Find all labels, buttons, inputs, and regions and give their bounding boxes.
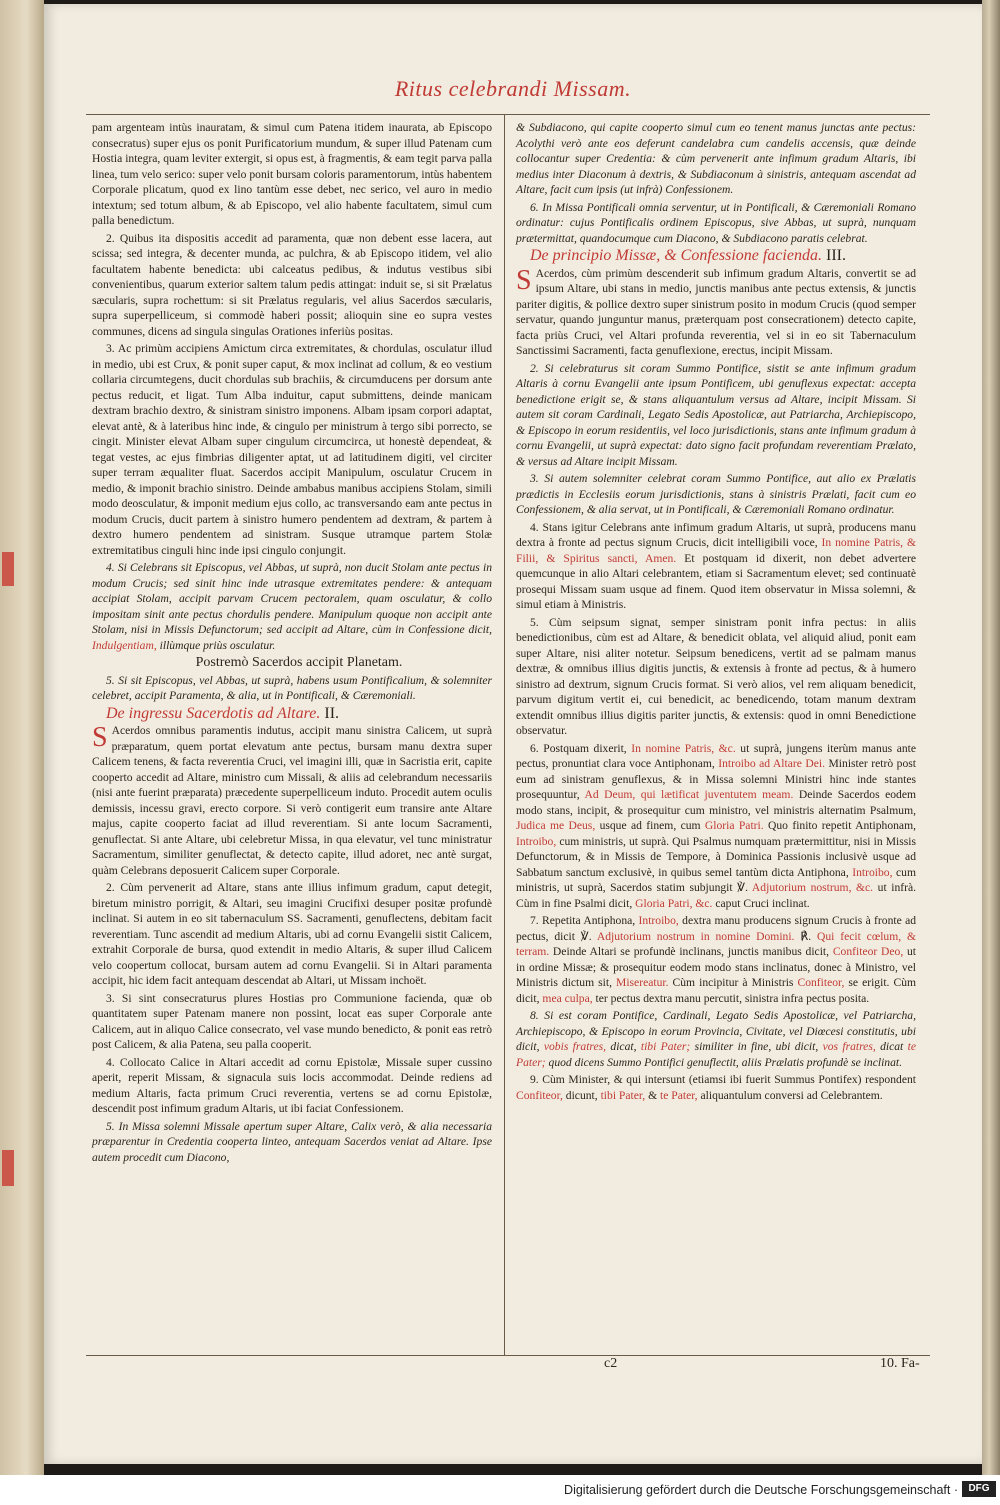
column-divider — [504, 115, 505, 1355]
rubric: In nomine Patris, & Filii, & Spiritus sancti, Amen. — [516, 536, 916, 565]
red-marginal-mark — [2, 552, 14, 586]
paragraph: 3. Si sint consecraturus plures Hostias pro Communione facienda, quæ ob quantitatem super Patenam manere non possint, locat eas super Corporale ante Calicem, aut in aliquo Calice consecrato, vel vase mundo benedicto, & ponit eas retrò post Calicem, & alia Patena, seu palla cooperit. — [92, 991, 492, 1051]
text: dicat — [880, 1040, 904, 1053]
paragraph — [92, 560, 492, 653]
paragraph: & Subdiacono, qui capite cooperto simul cum eo tenent manus junctas ante pectus: Acolythi verò ante eos deferunt candelabra cum candelis accensis, quæ deinde collocantur super Credentia: & cùm pervenerit ante infimum gradum Altaris, ibi medius inter Diaconum à dextris, & Subdiaconum à sinistris, antequam ascendat ad Altare, facit cum ipsis (ut infrà) Confessionem. — [516, 121, 916, 196]
paragraph: 6. In Missa Pontificali omnia serventur, ut in Pontificali, & Cæremoniali Romano ordinatur: cujus Pontificalis ordinem Episcopus, sive Abbas, ut suprà, nunquam prætermittat, quandocumque cum Diacono, & Subdiacono paratis celebrat. — [516, 200, 916, 245]
initial-letter: S — [92, 722, 108, 753]
text: Deinde Sacerdos eodem modo stans, incipit, & prosequitur cum ministro, vel ministris alternatim Psalmum, — [516, 788, 916, 817]
text: 7. Repetita Antiphona, — [530, 914, 636, 927]
rubric: mea culpa, — [542, 991, 593, 1005]
dfg-logo: DFG — [962, 1481, 996, 1497]
text: & — [648, 1088, 658, 1102]
rubric: Introibo, — [852, 865, 893, 879]
rubric: Adjutorium nostrum, &c. — [751, 881, 874, 894]
page — [44, 4, 982, 1464]
paragraph: 2. Si celebraturus sit coram Summo Pontifice, sistit se ante infimum gradum Altaris à cornu Evangelii ante ipsum Pontificem, ubi genuflexus expectat: accepta benedictione erigit se, & stans aliquantulum versus ad Altare, incipit Missam. Si autem sit coram Cardinali, Legato Sedis Apostolicæ, aut Patriarcha, Archiepiscopo, & Episcopo in eorum residentiis, vel loco jurisdictionis, stans ante infimum gradum à cornu Evangelii, ut suprà expectat: dato signo facit profundam reverentiam Prælato, & versus ad Altare incipit Missam. — [516, 361, 916, 468]
text: caput Cruci inclinat. — [715, 896, 810, 910]
rubric: Introibo, — [638, 914, 679, 927]
rubric: Confiteor, — [516, 1088, 563, 1102]
rubric: tibi Pater, — [600, 1088, 646, 1102]
heading-text: De principio Missæ, & Confessione facienda. — [530, 247, 822, 264]
heading-text: De ingressu Sacerdotis ad Altare. — [106, 704, 321, 722]
page-edge — [982, 0, 1000, 1475]
text: Deinde Altari se profundè inclinans, junctis manibus dicit, — [552, 945, 830, 958]
running-title: Ritus celebrandi Missam. — [394, 76, 632, 101]
text: Minister retrò post eum ad sinistram genuflexus, & in Missa solemni Ministri hinc inde stantes prosequuntur, — [516, 757, 916, 801]
text: Cùm incipitur à Ministris — [672, 976, 794, 989]
rubric: Misereatur. — [616, 976, 669, 989]
paragraph: 3. Si autem solemniter celebrat coram Summo Pontifice, aut alio ex Prælatis prædictis in Ecclesiis eorum jurisdictionis, stans à sinistris Prælati, facit cum eo Confessionem, & alia servat, ut in Pontificali, & Cæremoniali Romano ordinatur. — [516, 472, 916, 516]
text: similiter in fine, ubi dicit, — [694, 1040, 819, 1053]
rubric: Gloria Patri. — [704, 819, 764, 832]
text: quod dicens Summo Pontifici genuflectit, aliis Prælatis profundè se inclinat. — [548, 1055, 902, 1069]
text: ter pectus dextra manu percutit, sinistra infra pectus posita. — [595, 991, 870, 1005]
text: Acerdos omnibus paramentis indutus, accipit manu sinistra Calicem, ut suprà præparatum, quem portat elevatum ante pectus, bursam manu dextra super Calicem tenens, & facta reverentia Cruci, vel imagini illi, quæ in Sacristia erit, capite cooperto accedit ad Altare, ministro cum Missali, & aliis ad celebrandum necessariis (nisi ante fuerint præparata) præcedente superpelliceum induto. Procedit autem oculis demissis, incessu gravi, erecto corpore. Si verò contigerit eum transire ante Altare majus, capite cooperto faciat ad illud reverentiam. Si ante locum Sacramenti, genuflectat. Si ante Altare, ubi celebretur Missa, in qua elevatur, vel tunc ministratur Sacramentum, similiter genuflectat, & detecto capite, illud adoret, nec antè surgat, quàm Celebrans deposuerit Calicem super Corporale. — [92, 724, 492, 877]
text: ℟. — [800, 929, 812, 943]
rubric: Indulgentiam, — [92, 638, 157, 652]
rubric: Confiteor Deo, — [832, 945, 904, 958]
paragraph: 5. Si sit Episcopus, vel Abbas, ut suprà, habens usum Pontificalium, & solemniter celebret, accipit Paramenta, & alia, ut in Pontificali, & Cæremoniali. — [92, 673, 492, 702]
initial-letter: S — [516, 264, 532, 296]
paragraph: 5. Cùm seipsum signat, semper sinistram ponit infra pectus: in aliis benedictionibus, cùm est ad Altare, & benedicit oblata, vel aliquid aliud, ponit eam super Altare, nisi aliter notetur. Seipsum benedicens, vertit ad se palmam manus dextræ, & omnibus illius digitis junctis, & extensis à fronte ad pectus, & à humero sinistro ad dextrum, signum Crucis format. Si verò alios, vel rem aliquam benedicit, parvum digitum vertit ei, cui benedicit, ac benedicendo, totam manum dextram extendit omnibus illius digitis pariter junctis, & extensis: quod in omni Benedictione observatur. — [516, 615, 916, 737]
text: aliquantulum conversi ad Celebrantem. — [700, 1088, 883, 1102]
text: 6. Postquam dixerit, — [530, 741, 627, 755]
text: Acerdos, cùm primùm descenderit sub infimum gradum Altaris, convertit se ad ipsum Altare, ubi stans in medio, junctis manibus ante pectus extensis, & junctis pariter digitis, & pollice dextro super sinistrum posito in modum Crucis (quod semper servatur, quando junguntur manus, præterquam post consecrationem) detecto capite, facta priùs Cruci, vel Altari profunda reverentia, vel si in eo sit Tabernaculum Sanctissimi Sacramenti, facta genuflexione, erectus, incipit Missam. — [516, 266, 916, 357]
paragraph — [516, 913, 916, 1006]
text: cum ministris, ut suprà. Qui Psalmus numquam prætermittitur, nisi in Missis Defunctorum, & in Missis de Tempore, à Dominica Passionis inclusivè usque ad Sabbatum sanctum exclusivè, in quibus semel tantùm dicta Antiphona, — [516, 834, 916, 879]
digitization-banner — [0, 1475, 1000, 1505]
text: 8. Si est coram Pontifice, Cardinali, Legato Sedis Apostolicæ, vel Patriarcha, Archiepiscopo, & Episcopo in eorum Provincia, Civitate, vel Diœcesi constitutis, ubi dicit, — [516, 1009, 916, 1053]
subheading: Postremò Sacerdos accipit Planetam. — [195, 655, 403, 670]
rubric: In nomine Patris, &c. — [631, 741, 736, 755]
rubric: Qui fecit cœlum, & terram. — [516, 929, 916, 958]
rubric: Confiteor, — [797, 976, 845, 989]
paragraph: 5. In Missa solemni Missale apertum super Altare, Calix verò, & alia necessaria præparentur in Credentia cooperta linteo, antequam Sacerdos veniat ad Altare. Ipse autem procedit cum Diacono, — [92, 1119, 492, 1164]
red-marginal-mark — [2, 1150, 14, 1186]
text: illùmque priùs osculatur. — [159, 638, 276, 652]
text: se erigit. Cùm dicit, — [516, 976, 917, 1005]
left-column — [92, 120, 492, 1167]
text: Et postquam id dixerit, non debet advertere quemcunque in alio Altari celebrantem, etiam si Sacramentum elevet; sed continuatè prosequi Missam suam usque ad finem. Quod item observatur in Missa solemni, & simul etiam à Ministris. — [516, 551, 916, 611]
text: ut suprà, jungens iterùm manus ante pectus, pronuntiat clara voce Antiphonam, — [516, 741, 917, 770]
rubric: Gloria Patri, &c. — [635, 896, 713, 910]
text: usque ad finem, cum — [599, 819, 701, 832]
rubric: vobis fratres, — [543, 1040, 607, 1053]
paragraph: 2. Quibus ita dispositis accedit ad paramenta, quæ non debent esse lacera, aut scissa; sed integra, & decenter munda, ac pulchra, & ab Episcopo itidem, vel alio facultatem habente benedicta: ubi calceatus pedibus, & indutus vestibus sibi convenientibus, quarum exterior saltem talum pedis attingat: induit se, si sit Prælatus sæcularis, supra rochettum: si sit Prælatus regularis, vel alius Sacerdos sæcularis, supra superpelliceum, si commodè haberi possit; alioquin sine eo supra vestes communes, dicens ad singula singulas Orationes inferiùs positas. — [92, 231, 492, 338]
section-number: III. — [825, 247, 846, 264]
rubric: Introibo, — [516, 834, 557, 848]
text: cum ministris, ut suprà, Sacerdos statim subjungit ℣. — [516, 865, 916, 894]
paragraph: 2. Cùm pervenerit ad Altare, stans ante illius infimum gradum, caput detegit, biretum ministro porrigit, & Altari, seu imagini Crucifixi desuper positæ profundè inclinat. Si autem in eo sit tabernaculum SS. Sacramenti, genuflectens, debitam facit reverentiam. Tunc ascendit ad medium Altaris, ubi ad cornu Evangelii sistit Calicem, extrahit Corporale de bursa, quod extendit in medio Altaris, & super illud Calicem velo coopertum collocat, bursam autem ad cornu Evangelii. Si in Altari paramenta accipit, hic idem facit antequam descendat ab Altari, ut Missam inchoët. — [92, 881, 492, 987]
rubric: Adjutorium nostrum in nomine Domini. — [596, 929, 795, 943]
rubric: Introibo ad Altare Dei. — [718, 757, 825, 770]
paragraph — [516, 741, 916, 912]
section-heading — [92, 706, 492, 722]
rubric: Judica me Deus, — [516, 819, 596, 832]
paragraph — [516, 1008, 916, 1070]
rubric: te Pater, — [660, 1088, 698, 1102]
rubric: te Pater; — [516, 1040, 916, 1069]
right-column — [516, 120, 916, 1105]
signature-mark: c2 — [604, 1356, 618, 1371]
rubric: vos fratres, — [822, 1040, 876, 1053]
text: ut infrà. Cùm in fine Psalmi dicit, — [516, 881, 917, 910]
banner-text: Digitalisierung gefördert durch die Deutsche Forschungsgemeinschaft · — [564, 1483, 958, 1497]
text: dextra manu producens signum Crucis à fronte ad pectus, dicit ℣. — [516, 914, 917, 943]
text: 4. Stans igitur Celebrans ante infimum gradum Altaris, ut suprà, producens manu dextra à fronte ad pectus signum Crucis, dicit intelligibili voce, — [516, 520, 916, 549]
text: 4. Si Celebrans sit Episcopus, vel Abbas, ut suprà, non ducit Stolam ante pectus in modum Crucis; sed sinit hinc inde utrasque extremitates pendere: & antequam accipiat Stolam, accipit parvam Crucem pectoralem, quam osculatur, & collo impositam sinit ante pectus chordulis pendere. Manipulum quoque non accipit ante Stolam, nisi in Missis Defunctorum; sed accipit ad Altare, cùm in Confessione dicit, — [92, 561, 492, 636]
paragraph: pam argenteam intùs inauratam, & simul cum Patena itidem inaurata, ab Episcopo consecratus) super ejus os ponit Purificatorium mundum, & super illud Patenam cum Hostia integra, quam leviter extergit, si opus est, à fragmentis, & eam tegit parva palla linea, tum velo serico: super velo ponit bursam coloris paramentorum, intùs habentem Corporale plicatum, quod ex lino tantùm esse debet, nec serico, vel auro in medio intextum; sed totum album, & ab Episcopo, vel alio habente facultatem, simul cum palla benedictum. — [92, 121, 492, 227]
paragraph: 4. Collocato Calice in Altari accedit ad cornu Epistolæ, Missale super cussino aperit, reperit Missam, & signacula suis locis accommodat. Deinde rediens ad medium Altaris, facta primum Cruci reverentia, vertens se ad cornu Epistolæ, descendit post infimum gradum Altaris, ut ibi faciat Confessionem. — [92, 1055, 492, 1115]
text: dicunt, — [565, 1088, 598, 1102]
text: 9. Cùm Minister, & qui intersunt (etiamsi ibi fuerit Summus Pontifex) respondent — [530, 1073, 916, 1086]
paragraph — [516, 520, 916, 613]
rubric: Ad Deum, qui lætificat juventutem meam. — [584, 788, 794, 801]
text: Quo finito repetit Antiphonam, — [768, 819, 916, 832]
text: dicat, — [610, 1040, 637, 1053]
text: ut in ordine Missæ; & prosequitur eodem modo stans inclinatus, donec à Ministro, vel Ministris dictum sit, — [516, 945, 917, 989]
paragraph: 3. Ac primùm accipiens Amictum circa extremitates, & chordulas, osculatur illud in medio, ubi est Crux, & ponit super caput, & mox inclinat ad collum, & eo vestium collaria circumtegens, ducit chordulas sub brachiis, & circumducens per dorsum ante pectus reducit, et ligat. Tum Alba induitur, caput submittens, deinde manicam dextram brachio dextro, & sinistram sinistro imponens. Albam ipsam corpori adaptat, elevat antè, & à lateribus hinc inde, & cingulo per ministrum à tergo sibi porrecto, se cingit. Minister elevat Albam super cingulum circumcirca, ut honestè dependeat, & tegat vestes, ac ejus fimbrias diligenter aptat, ut ad latitudinem digiti, vel circiter super terram æqualiter fluat. Sacerdos accipit Manipulum, osculatur Crucem in medio, & imponit brachio sinistro. Deinde ambabus manibus accipiens Stolam, simili modo deosculatur, & imponit medium ejus collo, ac transversando eam ante pectus in modum Crucis, ducit partem à sinistro humero pendentem ad dextram, & partem à dextro humero pendentem ad sinistram. Susque utramque partem Stolæ extremitatibus cinguli hinc inde ipsi cingulo conjungit. — [92, 342, 492, 557]
rubric: tibi Pater; — [640, 1040, 691, 1053]
catchword: 10. Fa- — [880, 1356, 920, 1371]
paragraph — [516, 266, 916, 359]
paragraph — [92, 723, 492, 878]
paragraph — [516, 1072, 916, 1103]
previous-page-edge — [0, 0, 44, 1475]
section-heading — [516, 248, 916, 264]
section-number: II. — [324, 704, 340, 722]
